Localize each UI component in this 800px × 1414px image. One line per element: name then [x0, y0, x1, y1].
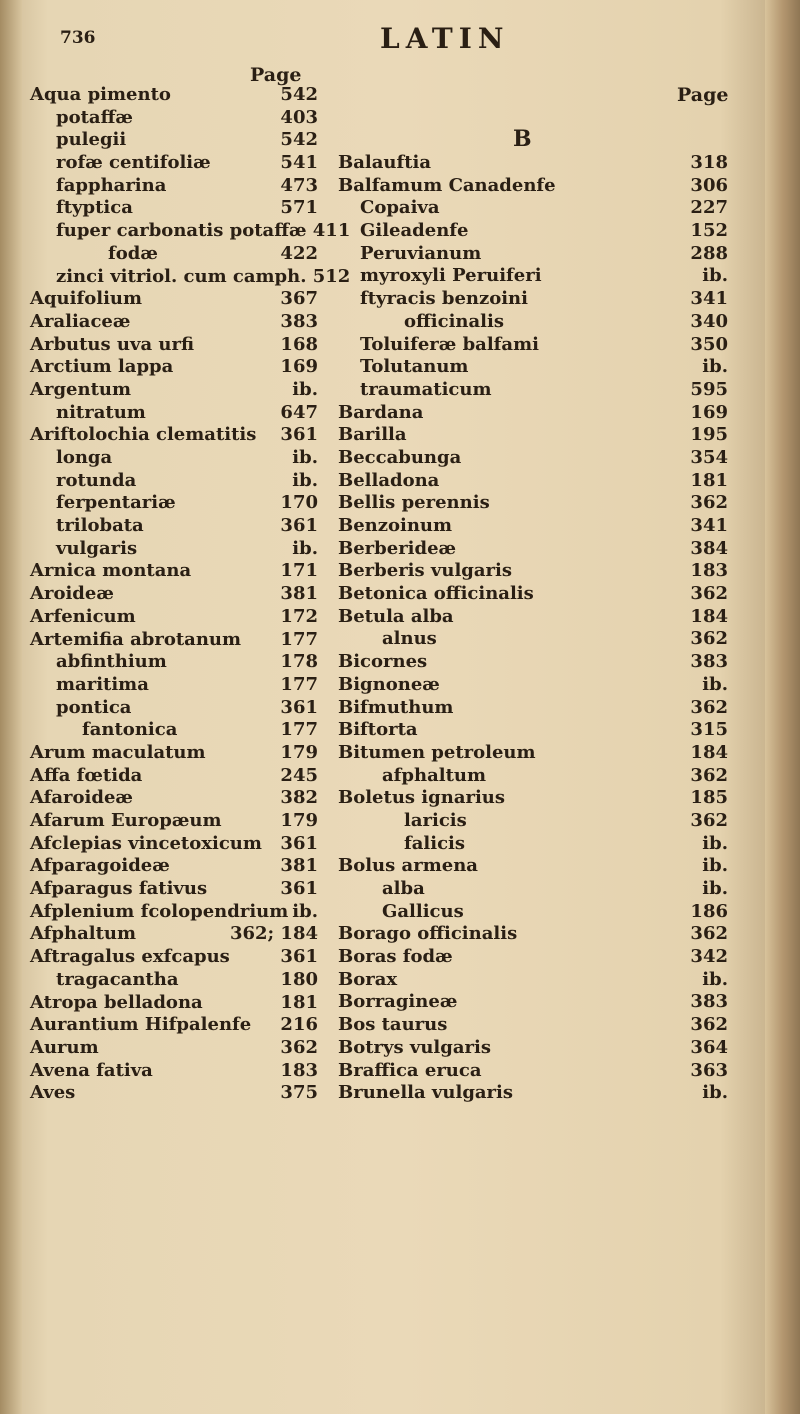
entry-page: 185: [690, 787, 728, 809]
index-entry: [338, 787, 728, 810]
entry-term: Bolus armena: [338, 855, 478, 877]
entry-term: Botrys vulgaris: [338, 1036, 491, 1058]
entry-term: Afarum Europæum: [30, 810, 222, 831]
entry-page: 422: [280, 242, 318, 264]
entry-page: ib.: [702, 673, 728, 695]
entry-term: Benzoinum: [338, 515, 453, 536]
entry-page: 318: [690, 152, 728, 173]
entry-term: Bicornes: [338, 651, 428, 673]
entry-term: Arnica montana: [30, 560, 192, 582]
index-entry: [338, 492, 728, 515]
entry-page: 315: [690, 719, 728, 741]
entry-term: Aves: [30, 1082, 76, 1104]
index-entry: [338, 311, 728, 334]
entry-term: officinalis: [404, 310, 504, 332]
index-entry: [338, 833, 728, 856]
index-entry: [30, 1037, 318, 1060]
index-entry: [30, 810, 318, 833]
entry-page: 354: [690, 446, 728, 468]
entry-page: 172: [280, 605, 318, 627]
entry-page: 342: [690, 946, 728, 968]
index-entry: [30, 583, 318, 606]
entry-term: Bardana: [338, 401, 424, 423]
page-number: 736: [60, 28, 96, 48]
left-index-column: [30, 84, 351, 1105]
index-entry: [30, 220, 351, 243]
index-entry: [30, 1060, 318, 1083]
entry-term: trilobata: [56, 515, 144, 537]
entry-page: 341: [690, 515, 728, 536]
index-entry: [30, 969, 318, 992]
index-entry: [338, 697, 728, 720]
entry-page: ib.: [702, 356, 728, 378]
entry-page: 541: [280, 152, 318, 174]
entry-page: 364: [690, 1036, 728, 1058]
index-entry: [338, 742, 728, 765]
index-entry: [30, 787, 318, 810]
entry-page: 180: [280, 968, 318, 990]
entry-term: Aurantium Hifpalenfe: [30, 1014, 252, 1036]
index-entry: [338, 447, 728, 470]
index-entry: [30, 492, 318, 515]
entry-term: rotunda: [56, 469, 137, 491]
entry-term: alnus: [382, 628, 437, 650]
index-entry: [30, 765, 318, 788]
entry-term: ftyptica: [56, 197, 133, 219]
entry-page: 362: [690, 764, 728, 786]
entry-page: ib.: [702, 855, 728, 877]
entry-term: Borago officinalis: [338, 923, 518, 945]
index-entry: [338, 197, 728, 220]
entry-page: 170: [280, 492, 318, 514]
entry-term: abfinthium: [56, 651, 167, 673]
index-entry: [30, 175, 318, 198]
index-entry: [30, 560, 318, 583]
entry-term: nitratum: [56, 401, 146, 423]
entry-term: Gileadenfe: [360, 220, 469, 242]
entry-page: 381: [280, 583, 318, 605]
index-entry: [30, 265, 351, 289]
entry-page: 361: [280, 878, 318, 900]
entry-page: 350: [690, 333, 728, 355]
entry-term: Gallicus: [382, 900, 464, 922]
page-edge: [765, 0, 800, 1414]
index-entry: [338, 1014, 728, 1037]
entry-page: 177: [280, 673, 318, 695]
entry-page: 169: [280, 356, 318, 378]
index-entry: [30, 923, 318, 946]
entry-page: 181: [280, 991, 318, 1013]
entry-term: traumaticum: [360, 378, 492, 400]
entry-page: ib.: [702, 265, 728, 287]
entry-page: 361: [280, 696, 318, 718]
entry-page: 383: [280, 310, 318, 332]
entry-page: 403: [280, 106, 318, 128]
index-entry: [30, 356, 318, 379]
entry-term: Borax: [338, 968, 398, 990]
entry-term: myroxyli Peruiferi: [360, 265, 542, 287]
index-entry: [30, 674, 318, 697]
index-entry: [338, 878, 728, 901]
entry-page: 362: [690, 492, 728, 514]
entry-term: Barilla: [338, 424, 407, 446]
entry-term: Aroideæ: [30, 583, 114, 605]
index-entry: [30, 129, 318, 152]
entry-page: 362: [690, 583, 728, 605]
entry-page: 473: [280, 174, 318, 196]
entry-term: Avena fativa: [30, 1059, 153, 1081]
entry-page: 169: [690, 401, 728, 423]
index-entry: [338, 265, 728, 288]
entry-page: 152: [690, 220, 728, 242]
entry-page: 245: [280, 764, 318, 786]
index-entry: [338, 334, 728, 357]
entry-term: Aftragalus exfcapus: [30, 946, 230, 968]
entry-page: 361: [280, 832, 318, 854]
entry-term: fappharina: [56, 174, 167, 196]
entry-term: Toluiferæ balfami: [360, 333, 539, 355]
index-entry: [338, 855, 728, 878]
entry-term: Afplenium fcolopendrium: [30, 900, 289, 922]
entry-page: 381: [280, 855, 318, 877]
index-entry: [30, 288, 318, 311]
entry-page: ib.: [292, 900, 318, 922]
entry-term: Aurum: [30, 1036, 99, 1058]
index-entry: [30, 538, 318, 561]
entry-term: Bellis perennis: [338, 492, 490, 514]
index-entry: [338, 379, 728, 402]
index-entry: [30, 1014, 318, 1037]
entry-page: 216: [280, 1014, 318, 1036]
left-page-column-heading: Page: [250, 64, 302, 86]
index-entry: [338, 674, 728, 697]
entry-page: 571: [280, 197, 318, 219]
index-entry: [30, 243, 318, 266]
entry-page: 186: [690, 900, 728, 922]
index-entry: [30, 515, 318, 538]
entry-term: falicis: [404, 832, 466, 854]
index-entry: [30, 197, 318, 220]
index-entry: [338, 288, 728, 311]
entry-page: 183: [690, 560, 728, 582]
entry-page: ib.: [292, 378, 318, 400]
index-entry: [338, 606, 728, 629]
entry-term: Bitumen petroleum: [338, 741, 536, 763]
entry-term: afphaltum: [382, 764, 487, 786]
entry-term: Afphaltum: [30, 923, 137, 945]
entry-term: Peruvianum: [360, 242, 482, 264]
entry-page: 183: [280, 1059, 318, 1081]
entry-term: rofæ centifoliæ: [56, 152, 211, 174]
index-entry: [338, 1082, 728, 1105]
index-entry: [338, 901, 728, 924]
index-entry: [338, 402, 728, 425]
entry-page: 288: [690, 242, 728, 264]
entry-page: ib.: [702, 878, 728, 899]
entry-term: longa: [56, 447, 113, 468]
entry-term: Artemifia abrotanum: [30, 628, 242, 650]
index-entry: [338, 243, 728, 266]
entry-page: 227: [690, 197, 728, 219]
entry-page: 179: [280, 810, 318, 831]
entry-page: 362: [690, 1014, 728, 1036]
entry-term: Berberis vulgaris: [338, 560, 512, 582]
right-index-column: [338, 152, 728, 1105]
entry-page: 184: [690, 605, 728, 627]
entry-page: 184: [690, 741, 728, 763]
entry-page: 168: [280, 333, 318, 355]
index-entry: [338, 1060, 728, 1083]
entry-term: alba: [382, 878, 425, 899]
entry-term: tragacantha: [56, 968, 179, 990]
entry-term: Copaiva: [360, 197, 440, 219]
entry-term: Afaroideæ: [30, 787, 133, 809]
index-entry: [30, 833, 318, 856]
entry-page: 179: [280, 741, 318, 763]
index-entry: [30, 606, 318, 629]
index-entry: [30, 402, 318, 425]
entry-term: potaffæ: [56, 106, 133, 128]
index-entry: [338, 424, 728, 447]
index-entry: [30, 855, 318, 878]
index-entry: [338, 946, 728, 969]
entry-term: Bos taurus: [338, 1014, 448, 1036]
entry-term: zinci vitriol. cum camph. 512: [56, 265, 351, 287]
entry-page: 362: [690, 628, 728, 650]
entry-page: 361: [280, 424, 318, 446]
index-entry: [30, 470, 318, 493]
entry-page: 306: [690, 174, 728, 196]
index-entry: [30, 901, 318, 924]
index-entry: [30, 742, 318, 765]
entry-page: 181: [690, 469, 728, 491]
entry-term: Araliaceæ: [30, 310, 131, 332]
entry-term: Aqua pimento: [30, 84, 171, 105]
entry-term: Afparagoideæ: [30, 855, 170, 877]
entry-page: 362; 184: [229, 923, 318, 945]
entry-term: ferpentariæ: [56, 492, 176, 514]
index-entry: [30, 629, 318, 652]
entry-page: 177: [280, 719, 318, 741]
entry-term: maritima: [56, 673, 149, 695]
entry-term: pulegii: [56, 129, 127, 151]
right-page-column-heading: Page: [677, 84, 729, 106]
index-entry: [30, 651, 318, 674]
entry-term: Bignoneæ: [338, 673, 440, 695]
entry-page: 171: [280, 560, 318, 582]
page-gutter-shadow: [0, 0, 22, 1414]
entry-page: 367: [280, 288, 318, 310]
index-entry: [30, 334, 318, 357]
entry-page: 542: [280, 84, 318, 105]
page-header: [0, 22, 800, 62]
entry-page: 595: [690, 378, 728, 400]
entry-term: fuper carbonatis potaffæ 411: [56, 220, 351, 242]
index-entry: [30, 379, 318, 402]
entry-page: 341: [690, 288, 728, 310]
index-entry: [338, 152, 728, 175]
index-entry: [338, 1037, 728, 1060]
entry-page: 362: [690, 696, 728, 718]
entry-page: 647: [280, 401, 318, 423]
entry-term: Balfamum Canadenfe: [338, 174, 556, 196]
entry-term: pontica: [56, 696, 132, 718]
entry-page: 177: [280, 628, 318, 650]
entry-page: 383: [690, 651, 728, 673]
index-entry: [338, 175, 728, 198]
entry-page: 178: [280, 651, 318, 673]
index-entry: [30, 878, 318, 901]
entry-term: Boras fodæ: [338, 946, 453, 968]
entry-page: ib.: [292, 447, 318, 468]
entry-page: 362: [690, 923, 728, 945]
entry-term: Arum maculatum: [30, 741, 206, 763]
entry-term: Betonica officinalis: [338, 583, 534, 605]
entry-page: 362: [690, 809, 728, 831]
entry-page: 340: [690, 310, 728, 332]
index-entry: [30, 311, 318, 334]
entry-term: Biftorta: [338, 719, 418, 741]
entry-term: Balauftia: [338, 152, 432, 173]
entry-term: Atropa belladona: [30, 991, 203, 1013]
entry-term: Aquifolium: [30, 288, 143, 310]
index-entry: [30, 992, 318, 1015]
index-entry: [338, 470, 728, 493]
entry-term: Afparagus fativus: [30, 878, 208, 900]
index-entry: [338, 538, 728, 561]
index-entry: [30, 719, 318, 742]
entry-page: 362: [280, 1036, 318, 1058]
index-entry: [30, 424, 318, 447]
entry-page: 542: [280, 129, 318, 151]
index-entry: [338, 651, 728, 674]
entry-page: 375: [280, 1082, 318, 1104]
index-entry: [30, 447, 318, 470]
index-entry: [338, 356, 728, 379]
entry-term: laricis: [404, 809, 467, 831]
index-entry: [338, 628, 728, 651]
index-entry: [338, 719, 728, 742]
entry-page: ib.: [702, 832, 728, 854]
entry-term: Berberideæ: [338, 537, 457, 559]
index-entry: [30, 152, 318, 175]
entry-term: Beccabunga: [338, 446, 462, 468]
entry-term: Bifmuthum: [338, 696, 454, 718]
entry-term: vulgaris: [56, 537, 138, 559]
section-letter: B: [513, 126, 532, 152]
entry-page: 363: [690, 1059, 728, 1081]
index-entry: [30, 84, 318, 107]
index-entry: [30, 697, 318, 720]
entry-term: Affa fœtida: [30, 764, 143, 786]
entry-term: Argentum: [30, 378, 132, 400]
entry-term: Betula alba: [338, 605, 454, 627]
entry-term: Borragineæ: [338, 991, 458, 1013]
index-entry: [338, 220, 728, 243]
entry-term: Ariftolochia clematitis: [30, 424, 257, 446]
index-entry: [338, 991, 728, 1014]
entry-term: Arfenicum: [30, 605, 136, 627]
running-title: LATIN: [380, 22, 510, 55]
entry-page: 384: [690, 537, 728, 559]
entry-term: fantonica: [82, 719, 178, 741]
entry-term: Braffica eruca: [338, 1059, 482, 1081]
entry-term: fodæ: [108, 242, 158, 264]
index-entry: [338, 583, 728, 606]
index-entry: [338, 969, 728, 992]
entry-page: ib.: [292, 469, 318, 491]
entry-term: Arbutus uva urfi: [30, 333, 195, 355]
entry-term: Belladona: [338, 469, 440, 491]
index-entry: [338, 515, 728, 538]
entry-page: ib.: [702, 968, 728, 990]
entry-term: Boletus ignarius: [338, 787, 506, 809]
index-entry: [30, 107, 318, 130]
index-entry: [30, 1082, 318, 1105]
index-entry: [338, 765, 728, 788]
entry-term: ftyracis benzoini: [360, 288, 528, 310]
entry-term: Afclepias vincetoxicum: [30, 832, 262, 854]
entry-term: Brunella vulgaris: [338, 1082, 514, 1104]
entry-page: 383: [690, 991, 728, 1013]
entry-page: 361: [280, 946, 318, 968]
entry-term: Arctium lappa: [30, 356, 174, 378]
index-entry: [338, 810, 728, 833]
entry-term: Tolutanum: [360, 356, 469, 378]
index-entry: [30, 946, 318, 969]
entry-page: 382: [280, 787, 318, 809]
entry-page: ib.: [702, 1082, 728, 1104]
entry-page: ib.: [292, 537, 318, 559]
index-entry: [338, 560, 728, 583]
entry-page: 195: [690, 424, 728, 446]
entry-page: 361: [280, 515, 318, 537]
index-entry: [338, 923, 728, 946]
